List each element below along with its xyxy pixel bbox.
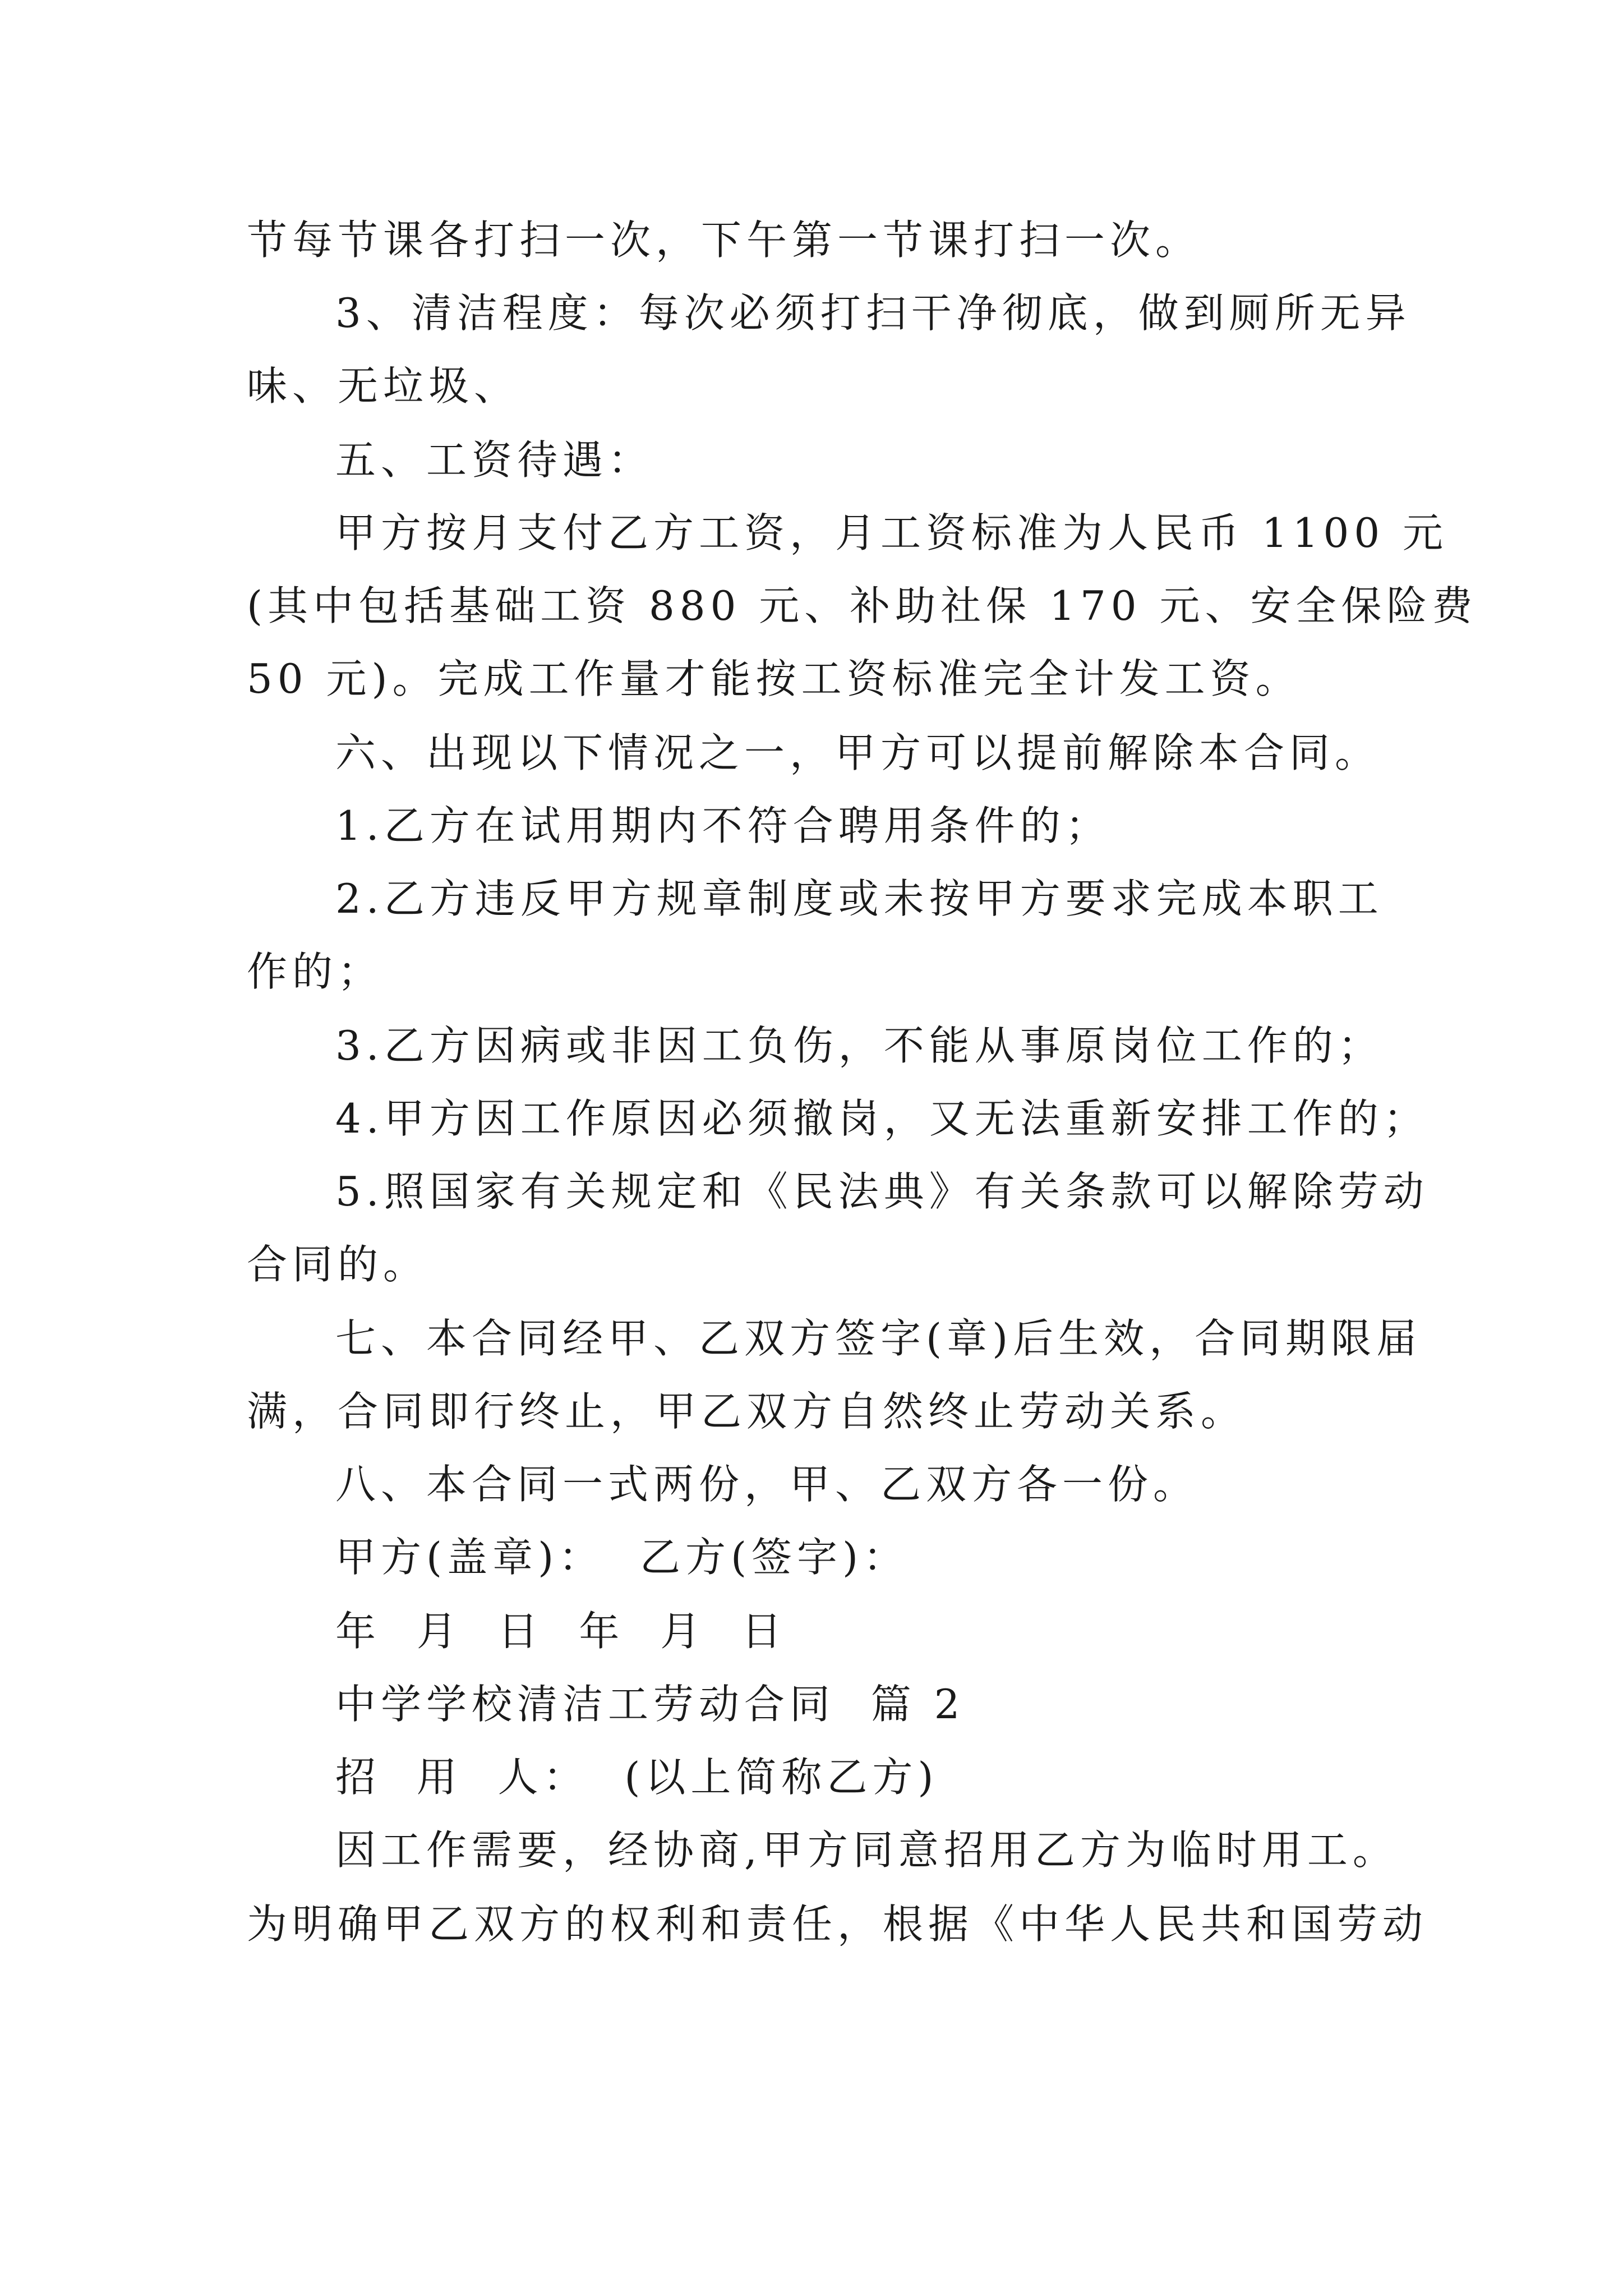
- text-line: 50 元)。完成工作量才能按工资标准完全计发工资。: [247, 655, 1301, 702]
- text-line: (其中包括基础工资 880 元、补助社保 170 元、安全保险费: [247, 582, 1478, 629]
- list-item: 5.照国家有关规定和《民法典》有关条款可以解除劳动: [335, 1168, 1429, 1215]
- section-heading: 五、工资待遇：: [335, 436, 654, 484]
- text-line: 满，合同即行终止，甲乙双方自然终止劳动关系。: [247, 1388, 1247, 1435]
- text-line: 味、无垃圾、: [247, 362, 520, 409]
- section-heading: 八、本合同一式两份，甲、乙双方各一份。: [335, 1461, 1199, 1508]
- list-item: 4.甲方因工作原因必须撤岗，又无法重新安排工作的；: [335, 1095, 1429, 1142]
- text-line: 3、清洁程度：每次必须打扫干净彻底，做到厕所无异: [335, 289, 1411, 337]
- list-item: 3.乙方因病或非因工负伤，不能从事原岗位工作的；: [335, 1022, 1384, 1069]
- date-line: 年 月 日 年 月 日: [335, 1608, 787, 1655]
- text-line: 招 用 人： (以上简称乙方): [335, 1754, 939, 1801]
- text-line: 为明确甲乙双方的权利和责任，根据《中华人民共和国劳动: [247, 1901, 1428, 1948]
- text-line: 甲方按月支付乙方工资，月工资标准为人民币 1100 元: [335, 509, 1449, 556]
- list-item: 2.乙方违反甲方规章制度或未按甲方要求完成本职工: [335, 875, 1384, 922]
- contract-title: 中学学校清洁工劳动合同 篇 2: [335, 1681, 965, 1728]
- section-heading: 六、出现以下情况之一，甲方可以提前解除本合同。: [335, 729, 1381, 776]
- text-line: 作的；: [247, 948, 384, 995]
- section-heading: 七、本合同经甲、乙双方签字(章)后生效，合同期限届: [335, 1315, 1422, 1362]
- text-line: 因工作需要，经协商,甲方同意招用乙方为临时用工。: [335, 1826, 1398, 1874]
- text-line: 合同的。: [247, 1241, 429, 1288]
- list-item: 1.乙方在试用期内不符合聘用条件的；: [335, 802, 1111, 849]
- text-line: 节每节课各打扫一次，下午第一节课打扫一次。: [247, 217, 1201, 264]
- signature-line: 甲方(盖章)： 乙方(签字)：: [335, 1534, 909, 1581]
